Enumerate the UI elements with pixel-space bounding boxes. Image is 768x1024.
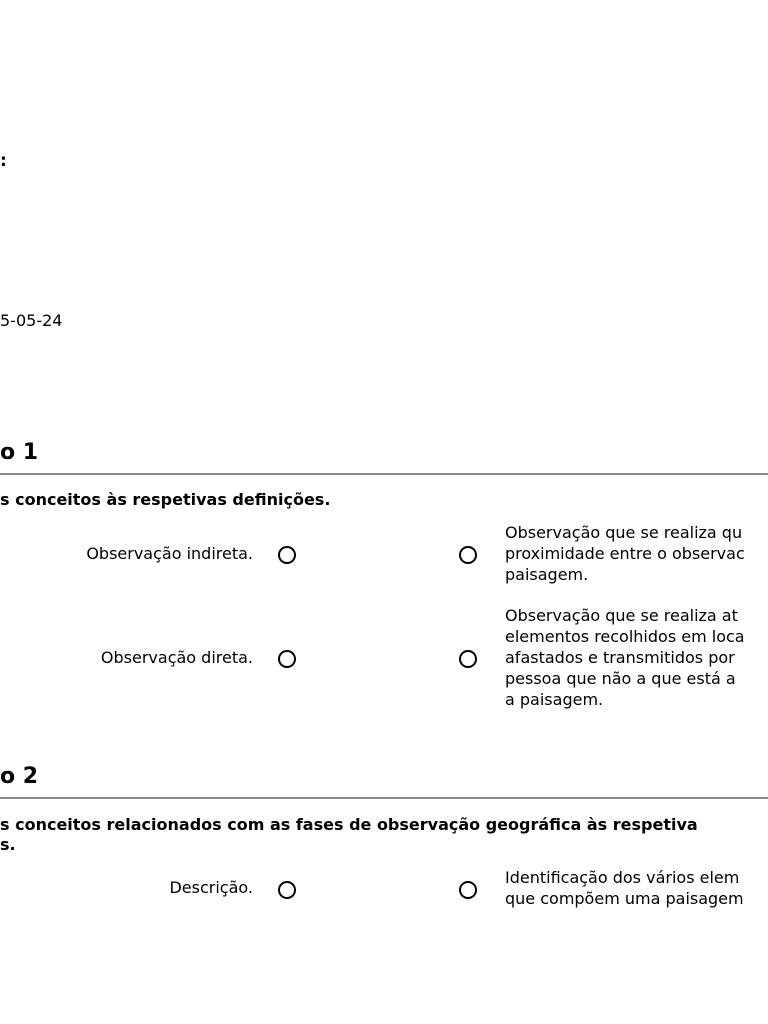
- question-1-definition-1: Observação que se realiza qu proximidade entre o observac paisagem.: [505, 523, 745, 584]
- question-2-prompt-line-2: s.: [0, 835, 16, 854]
- question-2-concept-1: Descrição.: [169, 878, 253, 897]
- question-1-concept-1: Observação indireta.: [86, 544, 253, 563]
- question-2-divider: [0, 797, 768, 799]
- question-1-concept-2-radio[interactable]: [278, 650, 296, 668]
- question-2-definition-1-radio[interactable]: [459, 881, 477, 899]
- question-1-prompt: s conceitos às respetivas definições.: [0, 490, 331, 509]
- question-1-concept-1-radio[interactable]: [278, 546, 296, 564]
- question-1-concept-2: Observação direta.: [100, 648, 253, 667]
- question-2-concept-1-radio[interactable]: [278, 881, 296, 899]
- question-2-prompt-line-1: s conceitos relacionados com as fases de observação geográfica às respetiva: [0, 815, 698, 834]
- question-1-title: o 1: [0, 440, 39, 465]
- question-2-definition-1: Identificação dos vários elem que compõem uma paisagem: [505, 868, 744, 908]
- question-1-divider: [0, 473, 768, 475]
- question-1-definition-2-radio[interactable]: [459, 650, 477, 668]
- question-1-definition-1-radio[interactable]: [459, 546, 477, 564]
- header-date: 5-05-24: [0, 311, 63, 330]
- question-2-title: o 2: [0, 764, 39, 789]
- header-label: :: [0, 151, 7, 171]
- question-1-definition-2: Observação que se realiza at elementos recolhidos em loca afastados e transmitidos por pessoa que não a que está a a paisagem.: [505, 606, 745, 709]
